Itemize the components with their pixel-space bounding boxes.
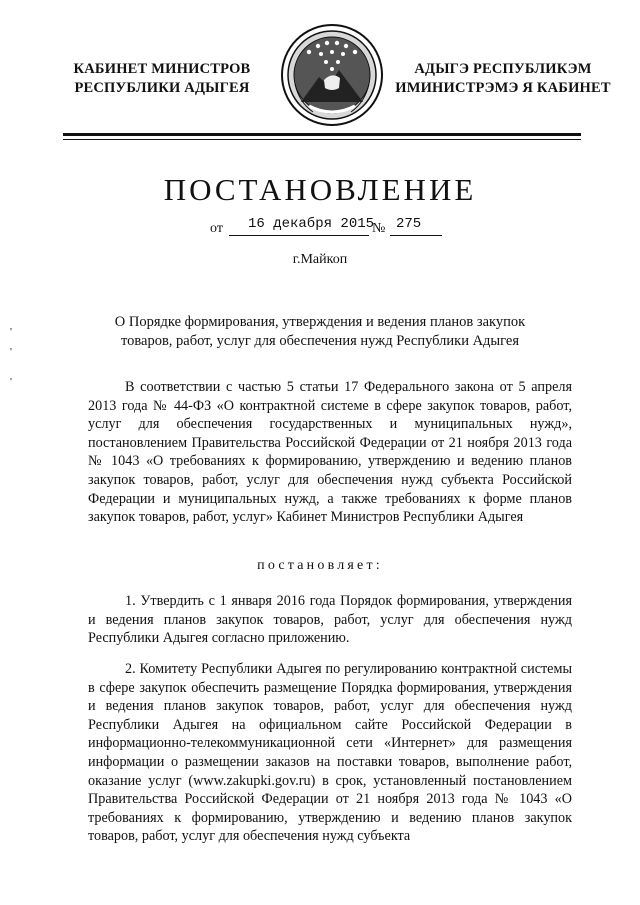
document-title: ПОСТАНОВЛЕНИЕ: [163, 172, 477, 207]
intro-text: В соответствии с частью 5 статьи 17 Федерального закона от 5 апреля 2013 года № 44-ФЗ «О контрактной системе в сфере закупок товаров, работ, услуг для обеспечения государственных и муниципальных нужд», постановлением Правительства Российской Федерации от 21 ноября 2013 года № 1043 «О требованиях к формированию, утверждению и ведению планов закупок товаров, работ, услуг для обеспечения нужд субъекта Российской Федерации и муниципальных нужд, а также требованиях к форме планов закупок товаров, работ, услуг» Кабинет Министров Республики Адыгея: [88, 379, 572, 526]
document-subject: [80, 313, 560, 351]
document-city: г.Майкоп: [292, 252, 348, 267]
date-underline: [229, 235, 369, 236]
document-number: 275: [396, 216, 422, 232]
header-rule-thick: [63, 133, 581, 136]
item-1-paragraph: [88, 592, 572, 648]
org-name-russian: [62, 60, 262, 98]
org-name-adyghe: [392, 60, 614, 98]
scan-mark: ': [10, 346, 12, 358]
intro-paragraph: [88, 378, 572, 527]
header-rule-thin: [63, 139, 581, 140]
subject-line2: товаров, работ, услуг для обеспечения нужд Республики Адыгея: [120, 333, 520, 349]
org-right-line1: АДЫГЭ РЕСПУБЛИКЭМ: [414, 61, 592, 77]
org-left-line2: РЕСПУБЛИКИ АДЫГЕЯ: [74, 80, 250, 96]
org-right-line2: ИМИНИСТРЭМЭ Я КАБИНЕТ: [395, 80, 611, 96]
number-underline: [390, 235, 442, 236]
scan-mark: ': [10, 326, 12, 338]
subject-line1: О Порядке формирования, утверждения и ведения планов закупок: [114, 314, 526, 330]
document-date: 16 декабря 2015: [248, 216, 375, 232]
date-number-row: [210, 217, 450, 239]
number-prefix: №: [372, 221, 386, 236]
decrees-heading: постановляет:: [257, 558, 383, 573]
org-left-line1: КАБИНЕТ МИНИСТРОВ: [73, 61, 251, 77]
date-prefix: от: [210, 221, 223, 236]
item-2-text: 2. Комитету Республики Адыгея по регулированию контрактной системы в сфере закупок обеспечить размещение Порядка формирования, утверждения и ведения планов закупок товаров, работ, услуг для обеспечения нужд Республики Адыгея на официальном сайте Российской Федерации в информационно-телекоммуникационной сети «Интернет» для размещения информации о размещении заказов на поставки товаров, выполнение работ, оказание услуг (www.zakupki.gov.ru) в срок, установленный постановлением Правительства Российской Федерации от 21 ноября 2013 года № 1043 «О требованиях к формированию, утверждению и ведению планов закупок товаров, работ, услуг для обеспечения нужд субъекта: [88, 661, 572, 845]
scan-mark: ': [10, 376, 12, 388]
item-1-text: 1. Утвердить с 1 января 2016 года Порядок формирования, утверждения и ведения планов закупок товаров, работ, услуг для обеспечения нужд Республики Адыгея согласно приложению.: [88, 593, 572, 647]
item-2-paragraph: [88, 660, 572, 846]
coat-of-arms-icon: [279, 22, 385, 128]
